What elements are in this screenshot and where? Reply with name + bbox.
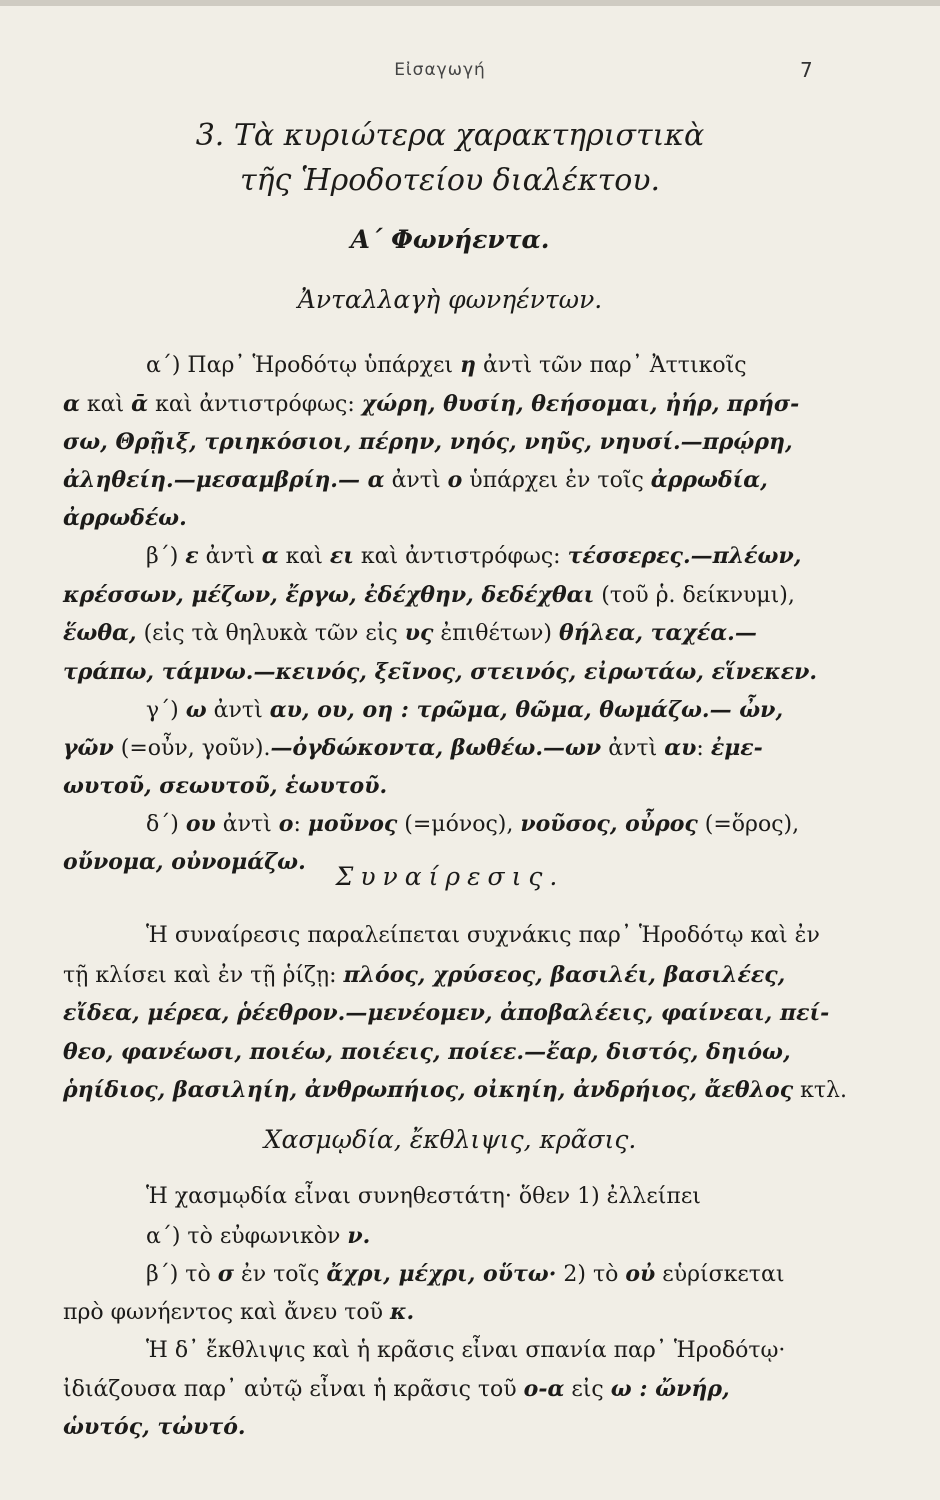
- body-line: [63, 737, 763, 760]
- text-run: α΄) τὸ εὐφωνικὸν: [146, 1224, 348, 1249]
- text-run: ὑπάρχει ἐν τοῖς: [462, 468, 651, 493]
- bold-italic-term: θήλεα, ταχέα.—: [558, 620, 757, 646]
- text-run: ἐν τοῖς: [233, 1262, 327, 1287]
- body-line: [63, 393, 799, 416]
- bold-italic-term: α: [63, 391, 80, 417]
- bold-italic-term: —ὀγδώκοντα, βωθέω.—ων: [270, 735, 602, 761]
- bold-italic-term: εἴδεα, μέρεα, ῥέεθρον.—μενέομεν, ἀποβαλέεις, φαίνεαι, πεί-: [63, 1000, 830, 1026]
- text-run: ἐπιθέτων): [433, 621, 559, 646]
- text-run: κτλ.: [793, 1078, 847, 1103]
- text-run: Ἡ χασμῳδία εἶναι συνηθεστάτη· ὅθεν 1) ἐλλείπει: [146, 1184, 701, 1209]
- text-run: εὑρίσκεται: [655, 1262, 785, 1287]
- bold-italic-term: ἀρρωδέω.: [63, 505, 187, 531]
- body-line-onoma: [63, 851, 306, 874]
- bold-italic-term: θεο, φανέωσι, ποιέω, ποιέεις, ποίεε.—ἔαρ, διστός, δηιόω,: [63, 1039, 791, 1065]
- page-number: 7: [800, 58, 813, 82]
- bold-italic-term: ο-α: [523, 1376, 565, 1402]
- body-line: [63, 775, 387, 798]
- bold-italic-term: ωυτοῦ, σεωυτοῦ, ἑωυτοῦ.: [63, 773, 388, 799]
- text-run: (τοῦ ῥ. δείκνυμι),: [594, 583, 795, 608]
- bold-italic-term: κρέσσων, μέζων, ἔργω, ἐδέχθην, δεδέχθαι: [63, 582, 595, 608]
- body-line: [63, 1301, 414, 1324]
- bold-italic-term: σ: [217, 1261, 234, 1287]
- section-title-line-2: τῆς Ἡροδοτείου διαλέκτου.: [239, 163, 661, 198]
- text-run: β΄) τὸ: [146, 1262, 218, 1287]
- text-run: :: [696, 736, 711, 761]
- bold-italic-term: αυ, ου, οη : τρῶμα, θῶμα, θωμάζω.— ὦν,: [269, 697, 784, 723]
- body-line: [63, 584, 795, 607]
- bold-italic-term: ᾱ: [131, 391, 149, 417]
- body-line: [146, 1340, 785, 1362]
- bold-italic-term: ἀρρωδία,: [650, 467, 768, 493]
- text-run: ἀντὶ: [198, 544, 262, 569]
- bold-italic-term: μοῦνος: [307, 811, 398, 837]
- body-line: [146, 545, 801, 568]
- bold-italic-term: πλόος, χρύσεος, βασιλέι, βασιλέες,: [343, 962, 786, 988]
- bold-italic-term: ει: [329, 543, 354, 569]
- body-line: [146, 1263, 784, 1286]
- text-run: ἀντὶ τῶν παρ᾽ Ἀττικοῖς: [475, 353, 747, 378]
- text-run: ἀντὶ: [206, 698, 270, 723]
- hiatus-heading: Χασμῳδία, ἔκθλιψις, κρᾶσις.: [263, 1125, 637, 1154]
- body-line: [63, 661, 817, 684]
- body-line: [63, 622, 757, 645]
- body-line: [63, 1416, 246, 1439]
- body-line: [63, 964, 785, 987]
- text-run: πρὸ φωνήεντος καὶ ἄνευ τοῦ: [63, 1300, 391, 1325]
- running-head: Εἰσαγωγή: [394, 60, 486, 80]
- text-run: καὶ ἀντιστρόφως:: [353, 544, 568, 569]
- bold-italic-term: α: [261, 543, 279, 569]
- text-run: (=οὖν, γοῦν).: [113, 736, 271, 761]
- body-line: [146, 354, 747, 377]
- bold-italic-term: γῶν: [63, 735, 114, 761]
- synairesis-heading: Συναίρεσις.: [335, 862, 565, 891]
- text-run: Ἡ δ᾽ ἔκθλιψις καὶ ἡ κρᾶσις εἶναι σπανία παρ᾽ Ἡροδότῳ·: [146, 1338, 786, 1363]
- text-run: (=μόνος),: [397, 812, 521, 837]
- bold-italic-term: α: [367, 467, 385, 493]
- bold-italic-term: ο: [447, 467, 463, 493]
- section-title-line-1: 3. Τὰ κυριώτερα χαρακτηριστικὰ: [195, 118, 705, 153]
- body-line: [146, 1186, 701, 1208]
- bold-italic-term: αυ: [664, 735, 697, 761]
- bold-italic-term: ἐμε-: [710, 735, 763, 761]
- body-line: [63, 1041, 791, 1064]
- body-line: [63, 1002, 829, 1025]
- bold-italic-term: η: [459, 352, 476, 378]
- bold-italic-term: σω, Θρῇιξ, τριηκόσιοι, πέρην, νηός, νηῦς, νηυσί.—πρῴρη,: [63, 429, 793, 455]
- text-run: (=ὅρος),: [697, 812, 800, 837]
- text-run: ἀντὶ: [601, 736, 665, 761]
- text-run: καὶ: [278, 544, 330, 569]
- bold-italic-term: νοῦσος, οὖρος: [520, 811, 698, 837]
- bold-italic-term: ῥηίδιος, βασιληίη, ἀνθρωπήιος, οἰκηίη, ἀνδρήιος, ἄεθλος: [63, 1077, 794, 1103]
- bold-italic-term: οὔνομα, οὐνομάζω.: [63, 849, 306, 875]
- bold-italic-term: τέσσερες.—πλέων,: [567, 543, 802, 569]
- text-run: καὶ: [79, 392, 132, 417]
- body-line: [63, 1079, 847, 1102]
- bold-italic-term: ἕωθα,: [63, 620, 137, 646]
- bold-italic-term: κ.: [390, 1299, 415, 1325]
- text-run: ἀντὶ: [215, 812, 279, 837]
- text-run: β΄): [146, 544, 186, 569]
- bold-italic-term: ω: [185, 697, 207, 723]
- bold-italic-term: ἄχρι, μέχρι, οὕτω·: [326, 1261, 557, 1287]
- text-run: ἀντὶ: [384, 468, 448, 493]
- text-run: καὶ ἀντιστρόφως:: [148, 392, 362, 417]
- text-run: α΄) Παρ᾽ Ἡροδότῳ ὑπάρχει: [146, 353, 460, 378]
- body-line: [146, 813, 799, 836]
- body-line: [63, 469, 768, 492]
- bold-italic-term: ὡυτός, τὠυτό.: [63, 1414, 246, 1440]
- body-line: [63, 507, 187, 530]
- page-top-edge: [0, 0, 940, 6]
- text-run: εἰς: [564, 1377, 611, 1402]
- body-line: [63, 431, 793, 454]
- text-run: δ΄): [146, 812, 186, 837]
- text-run: :: [293, 812, 308, 837]
- text-run: γ΄): [146, 698, 186, 723]
- text-run: ἰδιάζουσα παρ᾽ αὐτῷ εἶναι ἡ κρᾶσις τοῦ: [63, 1377, 524, 1402]
- text-run: τῇ κλίσει καὶ ἐν τῇ ῥίζῃ:: [63, 963, 344, 988]
- bold-italic-term: ἀληθείη.—μεσαμβρίη.—: [63, 467, 368, 493]
- vowel-exchange-heading: Ἀνταλλαγὴ φωνηέντων.: [297, 285, 603, 314]
- bold-italic-term: τράπω, τάμνω.—κεινός, ξεῖνος, στεινός, εἰρωτάω, εἵνεκεν.: [63, 659, 818, 685]
- text-run: (εἰς τὰ θηλυκὰ τῶν εἰς: [136, 621, 405, 646]
- bold-italic-term: ε: [185, 543, 199, 569]
- bold-italic-term: ν.: [347, 1223, 371, 1249]
- bold-italic-term: ο: [278, 811, 294, 837]
- text-run: Ἡ συναίρεσις παραλείπεται συχνάκις παρ᾽ Ἡροδότῳ καὶ ἐν: [146, 923, 820, 948]
- body-line: [63, 1378, 730, 1401]
- body-line: [146, 699, 783, 722]
- bold-italic-term: ω : ὤνήρ,: [610, 1376, 730, 1402]
- body-line: [146, 925, 820, 947]
- bold-italic-term: οὐ: [625, 1261, 656, 1287]
- bold-italic-term: ου: [185, 811, 216, 837]
- bold-italic-term: υς: [404, 620, 434, 646]
- body-line: [146, 1225, 370, 1248]
- part-a-heading: Α΄ Φωνήεντα.: [350, 225, 550, 254]
- text-run: 2) τὸ: [556, 1262, 626, 1287]
- bold-italic-term: χώρη, θυσίη, θεήσομαι, ἠήρ, πρήσ-: [361, 391, 800, 417]
